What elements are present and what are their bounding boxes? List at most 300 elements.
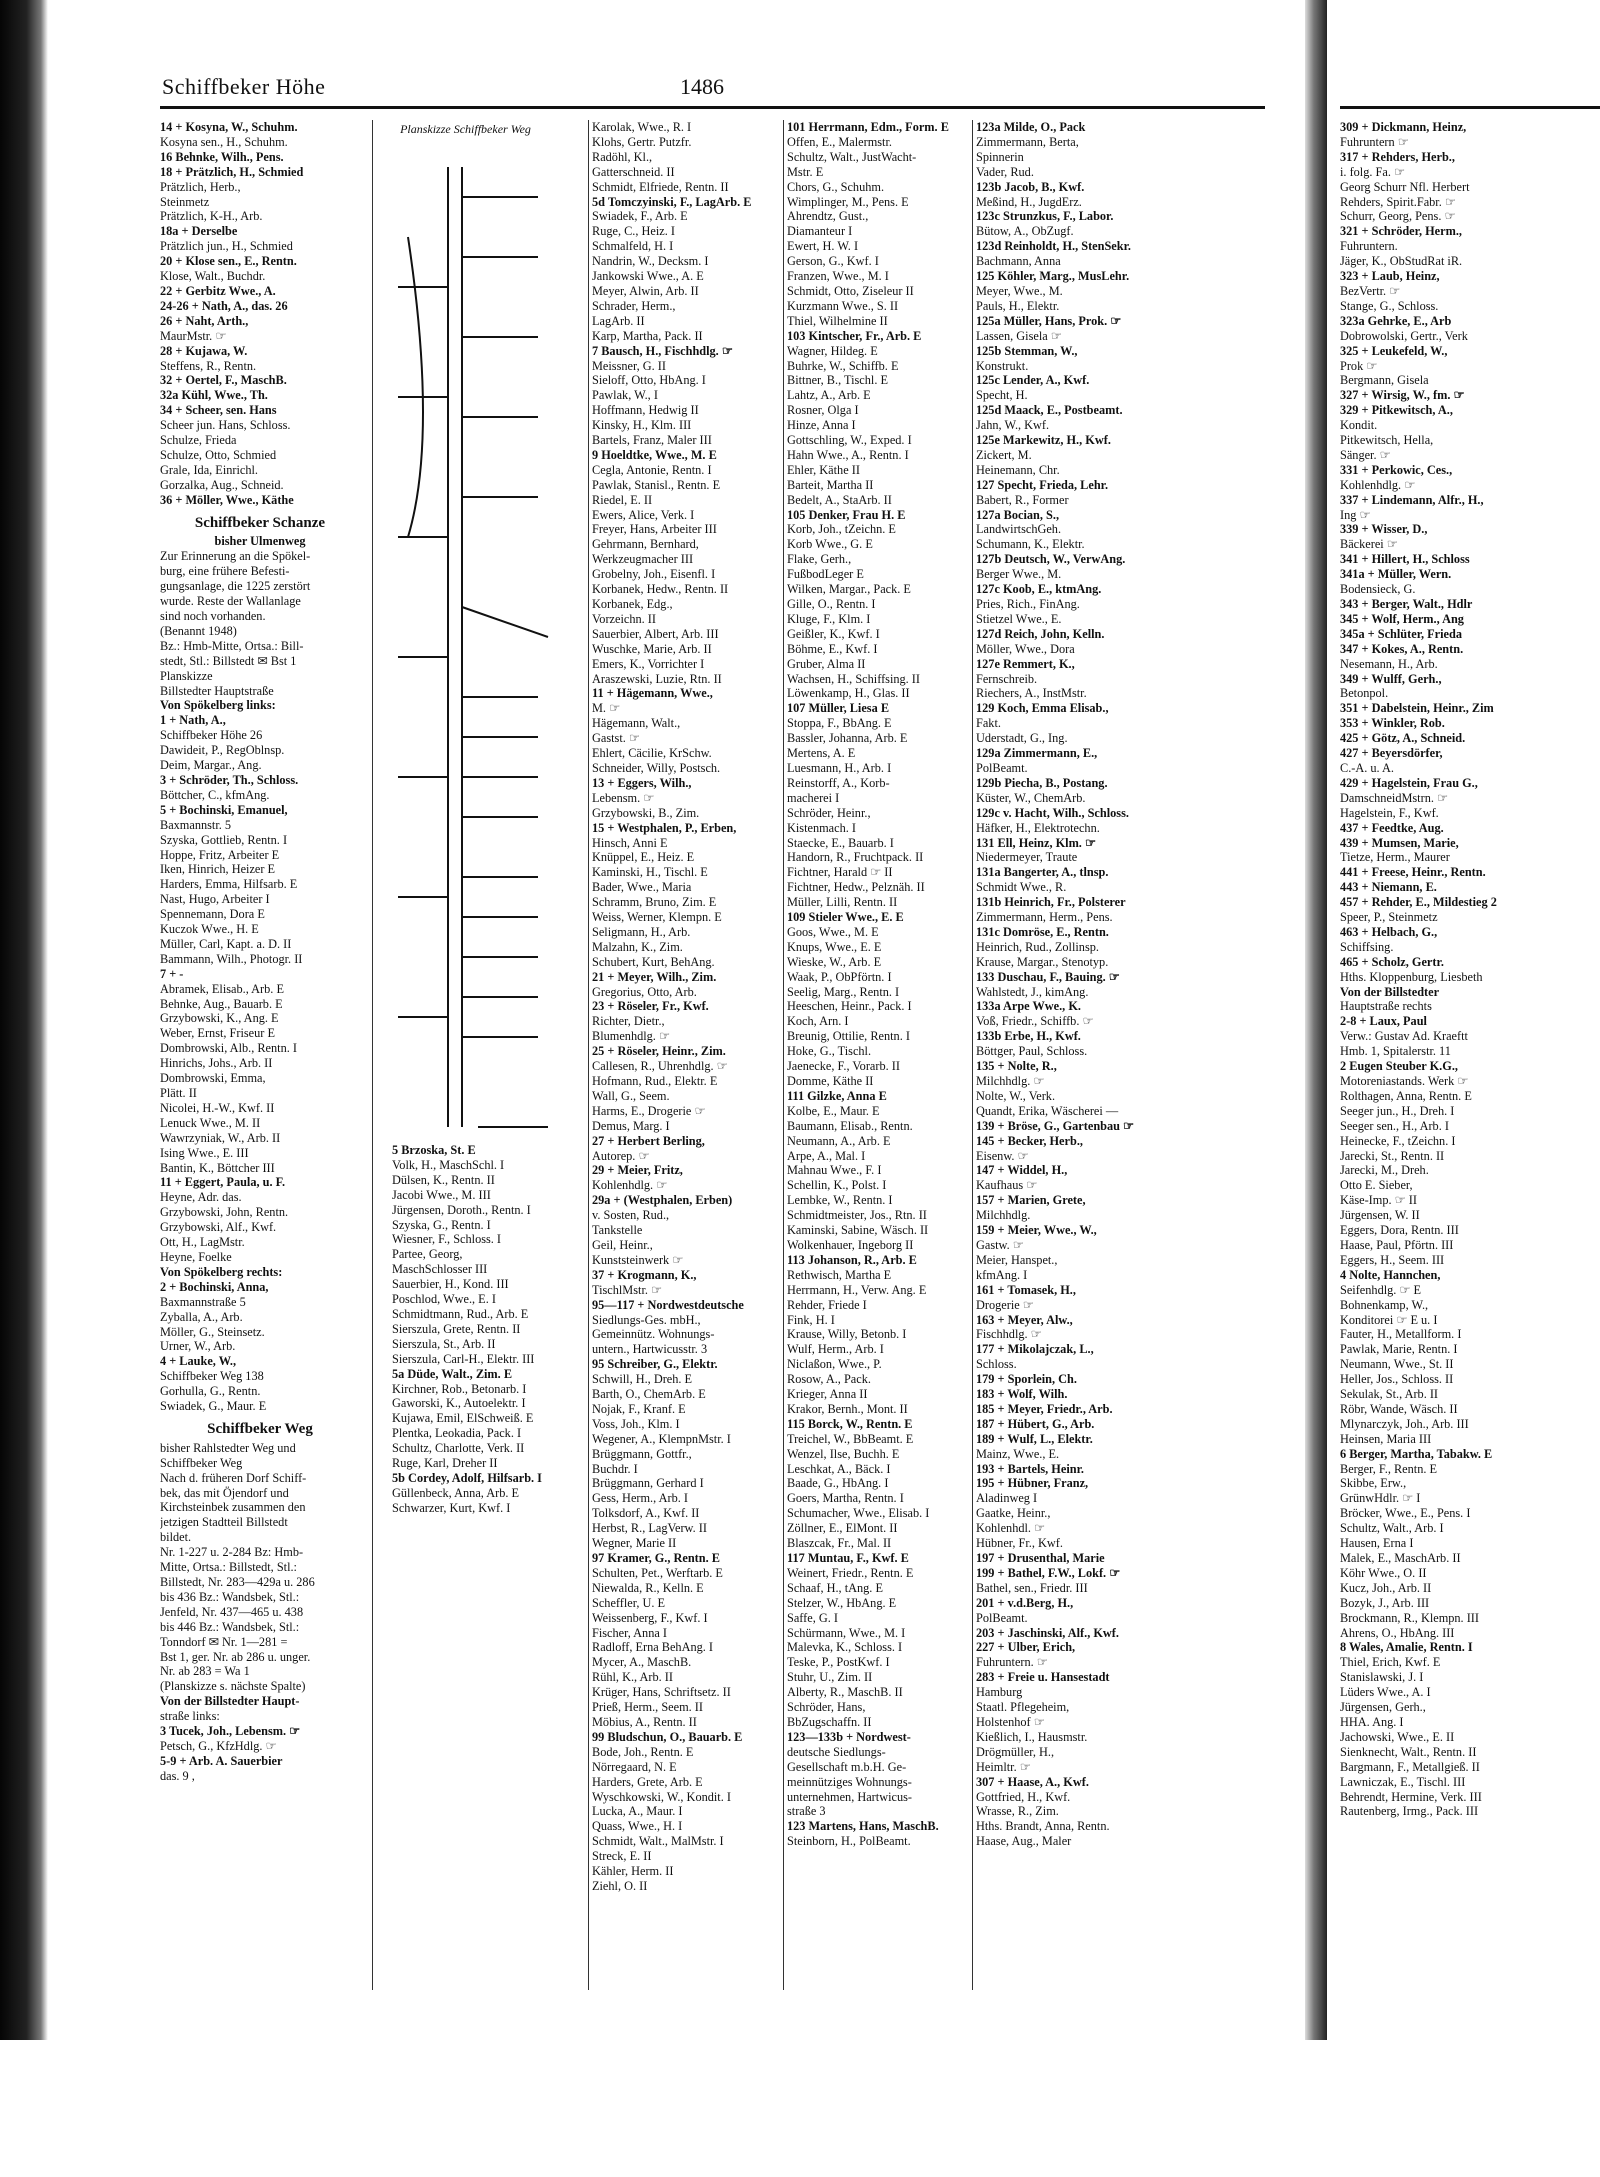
list-entry: Jahn, W., Kwf. <box>976 418 1050 433</box>
list-entry: Heinrich, Rud., Zollinsp. <box>976 939 1099 954</box>
list-entry: Autorep. ☞ <box>592 1148 650 1163</box>
list-entry: Karp, Martha, Pack. II <box>592 328 703 343</box>
list-entry: Seeger sen., H., Arb. I <box>1340 1118 1449 1133</box>
list-entry: Barteit, Martha II <box>787 477 874 492</box>
list-entry: burg, eine frühere Befesti- <box>160 564 290 579</box>
list-entry: bek, das mit Öjendorf und <box>160 1485 289 1500</box>
list-entry: Köhr Wwe., O. II <box>1340 1565 1427 1580</box>
list-entry: 5-9 + Arb. A. Sauerbier <box>160 1753 283 1768</box>
list-entry: 317 + Rehders, Herb., <box>1340 149 1455 164</box>
list-entry: Kähler, Herm. II <box>592 1864 674 1879</box>
list-entry: 161 + Tomasek, H., <box>976 1282 1076 1297</box>
list-entry: jetzigen Stadtteil Billstedt <box>160 1515 288 1530</box>
list-entry: 29 + Meier, Fritz, <box>592 1163 683 1178</box>
list-entry: Werkzeugmacher III <box>592 552 694 567</box>
list-entry: FußbodLeger E <box>787 567 864 582</box>
list-entry: 34 + Scheer, sen. Hans <box>160 403 277 418</box>
list-entry: bisher Rahlstedter Weg und <box>160 1440 296 1455</box>
list-entry: Nojak, F., Kranf. E <box>592 1401 686 1416</box>
list-entry: 131a Bangerter, A., tlnsp. <box>976 865 1109 880</box>
list-entry: Goos, Wwe., M. E <box>787 924 879 939</box>
list-entry: Weinert, Friedr., Rentn. E <box>787 1565 914 1580</box>
list-entry: Skibbe, Erw., <box>1340 1476 1407 1491</box>
list-entry: Gorzalka, Aug., Schneid. <box>160 477 284 492</box>
list-entry: Harms, E., Drogerie ☞ <box>592 1103 706 1118</box>
list-entry: 145 + Becker, Herb., <box>976 1133 1083 1148</box>
list-entry: Dobrowolski, Gertr., Verk <box>1340 328 1468 343</box>
list-entry: Fichtner, Harald ☞ II <box>787 865 893 880</box>
list-entry: untern., Hartwicusstr. 3 <box>592 1342 708 1357</box>
list-entry: 129 Koch, Emma Elisab., <box>976 701 1109 716</box>
list-entry: unternehmen, Hartwicus- <box>787 1789 912 1804</box>
list-entry: 341 + Hillert, H., Schloss <box>1340 552 1470 567</box>
list-entry: Hauptstraße rechts <box>1340 999 1432 1014</box>
list-entry: Lucka, A., Maur. I <box>592 1804 683 1819</box>
list-entry: 18a + Derselbe <box>160 224 238 239</box>
list-entry: 127e Remmert, K., <box>976 656 1075 671</box>
list-entry: Stelzer, W., HbAng. E <box>787 1595 897 1610</box>
list-entry: Grale, Ida, Einrichl. <box>160 462 258 477</box>
list-entry: Schumann, K., Elektr. <box>976 537 1085 552</box>
column-3-lower <box>392 1143 592 1943</box>
list-entry: Buchdr. I <box>592 1461 638 1476</box>
list-entry: Behrendt, Hermine, Verk. III <box>1340 1789 1482 1804</box>
list-entry: Plentka, Leokadia, Pack. I <box>392 1426 522 1441</box>
list-entry: Pitkewitsch, Hella, <box>1340 433 1434 448</box>
list-entry: Lebensm. ☞ <box>592 790 655 805</box>
list-entry: Schulze, Frieda <box>160 433 237 448</box>
list-entry: Jarecki, M., Dreh. <box>1340 1163 1429 1178</box>
list-entry: Schmidt, Otto, Ziseleur II <box>787 283 914 298</box>
list-entry: 125c Lender, A., Kwf. <box>976 373 1090 388</box>
list-entry: Schurr, Georg, Pens. ☞ <box>1340 209 1456 224</box>
list-entry: straße 3 <box>787 1804 826 1819</box>
list-entry: Malzahn, K., Zim. <box>592 939 683 954</box>
list-entry: Goers, Martha, Rentn. I <box>787 1491 904 1506</box>
list-entry: Wenzel, Ilse, Buchh. E <box>787 1446 900 1461</box>
list-entry: 20 + Klose sen., E., Rentn. <box>160 254 297 269</box>
list-entry: Otto E. Sieber, <box>1340 1178 1413 1193</box>
list-entry: Lüders Wwe., A. I <box>1340 1685 1431 1700</box>
list-entry: 441 + Freese, Heinr., Rentn. <box>1340 865 1486 880</box>
list-entry: 351 + Dabelstein, Heinr., Zim <box>1340 701 1494 716</box>
list-entry: Mstr. E <box>787 164 824 179</box>
list-entry: Knüppel, E., Heiz. E <box>592 850 695 865</box>
list-entry: Plätt. II <box>160 1086 197 1100</box>
list-entry: 127b Deutsch, W., VerwAng. <box>976 552 1126 567</box>
list-entry: Güllenbeck, Anna, Arb. E <box>392 1485 520 1500</box>
list-entry: 27 + Herbert Berling, <box>592 1133 705 1148</box>
list-entry: Scheffler, U. E <box>592 1595 666 1610</box>
column-rule <box>783 120 784 1990</box>
list-entry: Hägemann, Walt., <box>592 716 681 731</box>
list-entry: Billstedt, Nr. 283—429a u. 286 <box>160 1575 315 1589</box>
list-entry: Schulze, Otto, Schmied <box>160 447 277 462</box>
list-entry: Ruge, Karl, Dreher II <box>392 1456 498 1471</box>
list-entry: Alberty, R., MaschB. II <box>787 1685 903 1700</box>
list-entry: 427 + Beyersdörfer, <box>1340 746 1443 761</box>
list-entry: Mitte, Ortsa.: Billstedt, Stl.: <box>160 1560 297 1575</box>
list-entry: Mertens, A. E <box>787 746 856 761</box>
list-entry: Georg Schurr Nfl. Herbert <box>1340 179 1470 194</box>
list-entry: PolBeamt. <box>976 760 1028 775</box>
list-entry: 1 + Nath, A., <box>160 713 226 728</box>
list-entry: 131b Heinrich, Fr., Polsterer <box>976 895 1126 910</box>
list-entry: Sauerbier, Albert, Arb. III <box>592 626 719 641</box>
list-entry: 11 + Eggert, Paula, u. F. <box>160 1175 286 1190</box>
list-entry: 97 Kramer, G., Rentn. E <box>592 1551 720 1565</box>
list-entry: 425 + Götz, A., Schneid. <box>1340 731 1466 746</box>
list-entry: deutsche Siedlungs- <box>787 1744 886 1759</box>
list-entry: Malevka, K., Schloss. I <box>787 1640 903 1655</box>
list-entry: Mlynarczyk, Joh., Arb. III <box>1340 1416 1469 1431</box>
list-entry: 22 + Gerbitz Wwe., A. <box>160 283 276 298</box>
list-entry: Hübner, Fr., Kwf. <box>976 1536 1063 1551</box>
list-entry: Böttger, Paul, Schloss. <box>976 1044 1088 1059</box>
list-entry: BezVertr. ☞ <box>1340 283 1401 298</box>
list-entry: 337 + Lindemann, Alfr., H., <box>1340 492 1484 507</box>
list-entry: Meßind, H., JugdErz. <box>976 194 1082 209</box>
list-entry: 443 + Niemann, E. <box>1340 880 1437 895</box>
list-entry: wurde. Reste der Wallanlage <box>160 594 301 609</box>
list-entry: 14 + Kosyna, W., Schuhm. <box>160 120 298 134</box>
list-entry: Ewert, H. W. I <box>787 239 859 254</box>
list-entry: Betonpol. <box>1340 686 1389 701</box>
list-entry: Korbanek, Hedw., Rentn. II <box>592 582 729 597</box>
list-entry: Zimmermann, Berta, <box>976 134 1079 149</box>
list-entry: Heinsen, Maria III <box>1340 1431 1432 1446</box>
list-entry: Jankowski Wwe., A. E <box>592 269 704 284</box>
list-entry: Tietze, Herm., Maurer <box>1340 850 1450 865</box>
column-6 <box>1340 120 1585 2010</box>
list-entry: Meyer, Wwe., M. <box>976 283 1063 298</box>
list-entry: Wachsen, H., Schiffsing. II <box>787 671 920 686</box>
list-entry: Dombrowski, Alb., Rentn. I <box>160 1041 297 1056</box>
list-entry: 457 + Rehder, E., Mildestieg 2 <box>1340 895 1497 910</box>
list-entry: Riechers, A., InstMstr. <box>976 686 1087 701</box>
list-entry: Käse-Imp. ☞ II <box>1340 1193 1417 1208</box>
list-entry: Fernschreib. <box>976 671 1038 686</box>
list-entry: Sienknecht, Walt., Rentn. II <box>1340 1744 1477 1759</box>
list-entry: Jürgensen, Doroth., Rentn. I <box>392 1202 531 1217</box>
list-entry: Schmidt Wwe., R. <box>976 880 1067 895</box>
list-entry: Grzybowski, B., Zim. <box>592 805 700 820</box>
listing-block-col4 <box>787 120 970 1849</box>
list-entry: Kuczok Wwe., H. E <box>160 922 259 937</box>
list-entry: 131c Domröse, E., Rentn. <box>976 924 1109 939</box>
list-entry: Schürmann, Wwe., M. I <box>787 1625 906 1640</box>
list-entry: 439 + Mumsen, Marie, <box>1340 835 1459 850</box>
list-entry: Fauter, H., Metallform. I <box>1340 1327 1462 1342</box>
list-entry: 5a Düde, Walt., Zim. E <box>392 1366 513 1381</box>
list-entry: 283 + Freie u. Hansestadt <box>976 1670 1110 1685</box>
list-entry: Sekulak, St., Arb. II <box>1340 1387 1439 1402</box>
list-entry: Seligmann, H., Arb. <box>592 924 691 939</box>
list-entry: Kistenmach. I <box>787 820 856 835</box>
list-entry: Haase, Aug., Maler <box>976 1834 1072 1849</box>
list-entry: 18 + Prätzlich, H., Schmied <box>160 164 304 179</box>
list-entry: Swiadek, F., Arb. E <box>592 209 688 224</box>
list-entry: Gess, Herm., Arb. I <box>592 1491 688 1506</box>
list-entry: Kirchsteinbek zusammen den <box>160 1500 306 1515</box>
list-entry: 339 + Wisser, D., <box>1340 522 1428 537</box>
list-entry: Gastst. ☞ <box>592 731 640 746</box>
list-entry: 107 Müller, Liesa E <box>787 701 890 716</box>
list-entry: Niewalda, R., Kelln. E <box>592 1580 704 1595</box>
list-entry: Konditorei ☞ E u. I <box>1340 1312 1438 1327</box>
list-entry: Breunig, Ottilie, Rentn. I <box>787 1029 910 1044</box>
list-entry: Kaminski, Sabine, Wäsch. II <box>787 1223 929 1238</box>
list-entry: v. Sosten, Rud., <box>592 1208 670 1223</box>
list-entry: Dombrowski, Emma, <box>160 1071 266 1086</box>
list-entry: 345 + Wolf, Herm., Ang <box>1340 611 1464 626</box>
list-entry: Buhrke, W., Schiffb. E <box>787 358 899 373</box>
listing-block-col6 <box>1340 120 1585 1819</box>
list-entry: 127a Bocian, S., <box>976 507 1060 522</box>
list-entry: bildet. <box>160 1530 192 1545</box>
list-entry: Weber, Ernst, Friseur E <box>160 1026 275 1041</box>
list-entry: Möller, G., Steinsetz. <box>160 1324 265 1339</box>
column-5 <box>976 120 1161 2010</box>
list-entry: 187 + Hübert, G., Arb. <box>976 1416 1095 1431</box>
list-entry: Neumann, Wwe., St. II <box>1340 1357 1454 1372</box>
list-entry: Stuhr, U., Zim. II <box>787 1670 873 1685</box>
list-entry: Gaatke, Heinr., <box>976 1506 1051 1521</box>
list-entry: 26 + Naht, Arth., <box>160 313 249 328</box>
list-entry: Schwill, H., Dreh. E <box>592 1372 693 1387</box>
list-entry: Grobelny, Joh., Eisenfl. I <box>592 567 716 582</box>
list-entry: Reinstorff, A., Korb- <box>787 775 890 790</box>
list-entry: Schramm, Bruno, Zim. E <box>592 895 717 910</box>
listing-block-col3 <box>592 120 782 1894</box>
list-entry: Steinmetz <box>160 194 210 209</box>
list-entry: Sierszula, St., Arb. II <box>392 1336 496 1351</box>
list-entry: Mycer, A., MaschB. <box>592 1655 692 1670</box>
list-entry: Bodensieck, G. <box>1340 582 1416 597</box>
list-entry: 323 + Laub, Heinz, <box>1340 269 1440 284</box>
list-entry: Gruber, Alma II <box>787 656 866 671</box>
list-entry: Tonndorf ✉ Nr. 1—281 = <box>160 1634 288 1649</box>
list-entry: HHA. Ang. I <box>1340 1714 1404 1729</box>
list-entry: Dülsen, K., Rentn. II <box>392 1172 495 1187</box>
list-entry: Löwenkamp, H., Glas. II <box>787 686 910 701</box>
list-entry: Pawlak, Marie, Rentn. I <box>1340 1342 1458 1357</box>
list-entry: Schmalfeld, H. I <box>592 239 674 254</box>
list-entry: 2 Eugen Steuber K.G., <box>1340 1059 1458 1074</box>
list-entry: 5 + Bochinski, Emanuel, <box>160 802 288 817</box>
list-entry: gungsanlage, die 1225 zerstört <box>160 579 311 594</box>
list-entry: Bassler, Johanna, Arb. E <box>787 731 908 746</box>
list-entry: Waak, P., ObPförtn. I <box>787 969 892 984</box>
list-entry: 177 + Mikolajczak, L., <box>976 1342 1094 1357</box>
list-entry: Grzybowski, John, Rentn. <box>160 1205 289 1220</box>
list-entry: Wolkenhauer, Ingeborg II <box>787 1237 914 1252</box>
list-entry: Gastw. ☞ <box>976 1237 1024 1252</box>
list-entry: Korbanek, Edg., <box>592 597 673 611</box>
list-entry: Jaenecke, F., Vorarb. II <box>787 1059 900 1074</box>
list-entry: Voss, Joh., Klm. I <box>592 1416 680 1431</box>
list-entry: Baxmannstraße 5 <box>160 1294 246 1309</box>
list-entry: Prätzlich jun., H., Schmied <box>160 239 293 254</box>
list-entry: Ott, H., LagMstr. <box>160 1235 245 1250</box>
list-entry: Grzybowski, K., Ang. E <box>160 1011 279 1026</box>
list-entry: Krause, Willy, Betonb. I <box>787 1327 907 1342</box>
list-entry: 323a Gehrke, E., Arb <box>1340 313 1452 328</box>
list-entry: 28 + Kujawa, W. <box>160 343 248 358</box>
list-entry: Quass, Wwe., H. I <box>592 1819 683 1834</box>
list-entry: Röbr, Wande, Wäsch. II <box>1340 1401 1458 1416</box>
column-rule <box>972 120 973 1990</box>
list-entry: PolBeamt. <box>976 1610 1028 1625</box>
list-entry: Geil, Heinr., <box>592 1237 653 1252</box>
list-entry: 123d Reinholdt, H., StenSekr. <box>976 239 1131 254</box>
list-entry: Prieß, Herm., Seem. II <box>592 1700 703 1715</box>
list-entry: 125a Müller, Hans, Prok. ☞ <box>976 313 1122 328</box>
list-entry: Korb, Joh., tZeichn. E <box>787 522 896 537</box>
list-entry: Neumann, A., Arb. E <box>787 1133 891 1148</box>
list-entry: Baxmannstr. 5 <box>160 817 232 832</box>
list-entry: 131 Ell, Heinz, Klm. ☞ <box>976 835 1096 850</box>
list-entry: bis 436 Bz.: Wandsbek, Stl.: <box>160 1589 300 1604</box>
list-entry: Offen, E., Malermstr. <box>787 134 892 149</box>
list-entry: Barth, O., ChemArb. E <box>592 1387 706 1402</box>
list-entry: Jacobi Wwe., M. III <box>392 1187 491 1202</box>
list-entry: Bäckerei ☞ <box>1340 537 1398 552</box>
list-entry: 201 + v.d.Berg, H., <box>976 1595 1074 1610</box>
list-entry: Gesellschaft m.b.H. Ge- <box>787 1759 907 1774</box>
list-entry: Kucz, Joh., Arb. II <box>1340 1580 1432 1595</box>
list-entry: Krause, Margar., Stenotyp. <box>976 954 1109 969</box>
list-entry: Schmidt, Walt., MalMstr. I <box>592 1834 724 1849</box>
list-entry: Bartels, Franz, Maler III <box>592 433 712 448</box>
list-entry: Mainz, Wwe., E. <box>976 1446 1060 1461</box>
list-entry: Brockmann, R., Klempn. III <box>1340 1610 1479 1625</box>
list-entry: Konstrukt. <box>976 358 1029 373</box>
list-entry: Kohlenhdl. ☞ <box>976 1521 1046 1536</box>
list-entry: 117 Muntau, F., Kwf. E <box>787 1551 909 1565</box>
list-entry: Behnke, Aug., Bauarb. E <box>160 996 283 1011</box>
list-entry: Bröcker, Wwe., E., Pens. I <box>1340 1506 1471 1521</box>
list-entry: 29a + (Westphalen, Erben) <box>592 1193 733 1208</box>
list-entry: 163 + Meyer, Alw., <box>976 1312 1073 1327</box>
list-entry: Stanislawski, J. I <box>1340 1670 1424 1685</box>
list-entry: Jenfeld, Nr. 437—465 u. 438 <box>160 1604 304 1619</box>
list-entry: Nr. 1-227 u. 2-284 Bz: Hmb- <box>160 1545 304 1560</box>
list-entry: 21 + Meyer, Wilh., Zim. <box>592 969 717 984</box>
list-entry: Küster, W., ChemArb. <box>976 790 1086 805</box>
list-entry: Von der Billstedter Haupt- <box>160 1694 300 1709</box>
list-entry: Möller, Wwe., Dora <box>976 641 1075 656</box>
list-entry: Niedermeyer, Traute <box>976 850 1078 865</box>
list-entry: Möbius, A., Rentn. II <box>592 1714 697 1729</box>
list-entry: Prätzlich, Herb., <box>160 179 241 194</box>
facing-page <box>1340 70 1600 2005</box>
list-entry: Heimltr. ☞ <box>976 1759 1031 1774</box>
list-entry: Fischhdlg. ☞ <box>976 1327 1042 1342</box>
list-entry: Heinecke, F., tZeichn. I <box>1340 1133 1456 1148</box>
list-entry: Fuhruntern. ☞ <box>976 1655 1048 1670</box>
list-entry: Kondit. <box>1340 418 1378 433</box>
list-entry: Karolak, Wwe., R. I <box>592 120 692 134</box>
list-entry: Bachmann, Anna <box>976 254 1061 269</box>
list-entry: Krakor, Bernh., Mont. II <box>787 1401 908 1416</box>
list-entry: 309 + Dickmann, Heinz, <box>1340 120 1467 134</box>
list-entry: Fink, H. I <box>787 1312 835 1327</box>
list-entry: Richter, Dietr., <box>592 1014 665 1029</box>
list-entry: 3 + Schröder, Th., Schloss. <box>160 772 299 787</box>
list-entry: Nolte, W., Verk. <box>976 1088 1056 1103</box>
list-entry: Tankstelle <box>592 1223 643 1238</box>
list-entry: 2-8 + Laux, Paul <box>1340 1014 1427 1029</box>
list-entry: Kluge, F., Klm. I <box>787 611 871 626</box>
list-entry: Kießlich, I., Hausmstr. <box>976 1729 1088 1744</box>
list-entry: Schmidtmann, Rud., Arb. E <box>392 1306 529 1321</box>
list-entry: Berger, F., Rentn. E <box>1340 1461 1437 1476</box>
list-entry: MaurMstr. ☞ <box>160 328 227 343</box>
list-entry: Treichel, W., BbBeamt. E <box>787 1431 914 1446</box>
list-entry: 331 + Perkowic, Ces., <box>1340 462 1453 477</box>
list-entry: Abramek, Elisab., Arb. E <box>160 981 284 996</box>
list-entry: 125d Maack, E., Postbeamt. <box>976 403 1123 418</box>
list-entry: Zimmermann, Herm., Pens. <box>976 910 1113 925</box>
map-drawing <box>378 137 553 1137</box>
list-entry: Kurzmann Wwe., S. II <box>787 298 899 313</box>
list-entry: Krüger, Hans, Schriftsetz. II <box>592 1685 731 1700</box>
list-entry: Volk, H., MaschSchl. I <box>392 1157 505 1172</box>
listing-block-weg <box>160 1441 360 1784</box>
list-entry: Wieske, W., Arb. E <box>787 954 882 969</box>
list-entry: Schumacher, Wwe., Elisab. I <box>787 1506 930 1521</box>
running-head-title: Schiffbeker Höhe <box>162 74 326 99</box>
list-entry: Luesmann, H., Arb. I <box>787 760 892 775</box>
list-entry: Schiffbeker Höhe 26 <box>160 728 263 743</box>
list-entry: 4 Nolte, Hannchen, <box>1340 1267 1441 1282</box>
list-entry: Streck, E. II <box>592 1849 652 1864</box>
page-gutter-shadow <box>1305 0 1327 2177</box>
list-entry: Brüggmann, Gerhard I <box>592 1476 704 1491</box>
list-entry: Haase, Paul, Pförtn. III <box>1340 1237 1454 1252</box>
list-entry: Leschkat, A., Bäck. I <box>787 1461 891 1476</box>
list-entry: Speer, P., Steinmetz <box>1340 910 1438 925</box>
list-entry: Wilken, Margar., Pack. E <box>787 582 911 597</box>
list-entry: Wawrzyniak, W., Arb. II <box>160 1130 281 1145</box>
list-entry: Sierszula, Grete, Rentn. II <box>392 1321 521 1336</box>
list-entry: Krieger, Anna II <box>787 1387 868 1402</box>
list-entry: Lahtz, A., Arb. E <box>787 388 871 403</box>
list-entry: Bergmann, Gisela <box>1340 373 1429 388</box>
list-entry: 345a + Schlüter, Frieda <box>1340 626 1463 641</box>
list-entry: Spennemann, Dora E <box>160 907 265 922</box>
list-entry: Korb Wwe., G. E <box>787 537 873 552</box>
list-entry: Wuschke, Marie, Arb. II <box>592 641 712 656</box>
list-entry: TischlMstr. ☞ <box>592 1282 663 1297</box>
list-entry: Hagelstein, F., Kwf. <box>1340 805 1439 820</box>
list-entry: Meissner, G. II <box>592 358 666 373</box>
list-entry: Mahnau Wwe., F. I <box>787 1163 882 1178</box>
list-entry: Seelig, Marg., Rentn. I <box>787 984 900 999</box>
list-entry: Schröder, Hans, <box>787 1700 866 1715</box>
list-entry: Petsch, G., KfzHdlg. ☞ <box>160 1738 277 1753</box>
column-rule <box>372 120 373 1990</box>
list-entry: Wiesner, F., Schloss. I <box>392 1232 502 1247</box>
list-entry: Weissenberg, F., Kwf. I <box>592 1610 708 1625</box>
list-entry: i. folg. Fa. ☞ <box>1340 164 1405 179</box>
list-entry: Heyne, Foelke <box>160 1249 232 1264</box>
list-entry: 37 + Krogmann, K., <box>592 1267 697 1282</box>
list-entry: Stoppa, F., BbAng. E <box>787 716 892 731</box>
map-title: Planskizze Schiffbeker Weg <box>400 122 531 136</box>
list-entry: Rehder, Friede I <box>787 1297 867 1312</box>
